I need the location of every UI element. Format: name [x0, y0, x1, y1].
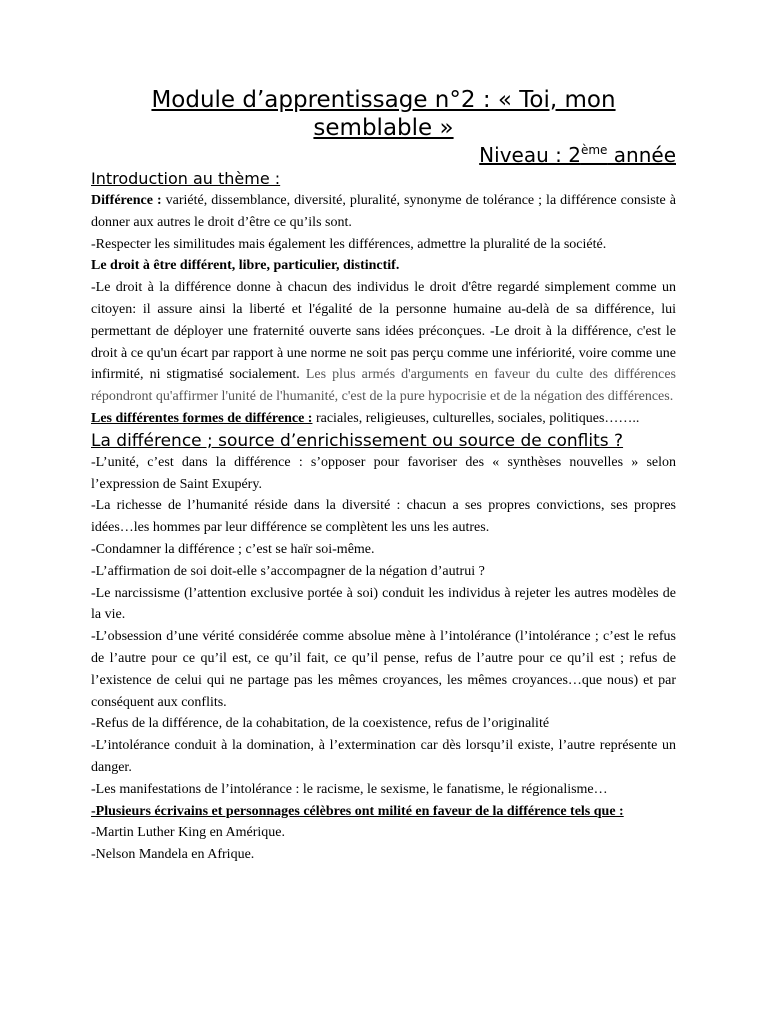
mandela-line: -Nelson Mandela en Afrique.: [91, 847, 255, 863]
level-suffix: année: [607, 143, 676, 167]
respecter-paragraph: -Respecter les similitudes mais également les différences, admettre la pluralité de la société.: [91, 236, 607, 252]
difference-text: variété, dissemblance, diversité, pluralité, synonyme de tolérance ; la différence consiste à donner aux autres le droit d’être ce qu’ils sont.: [91, 193, 676, 230]
formes-text: raciales, religieuses, culturelles, sociales, politiques……..: [312, 410, 640, 426]
section-line: -L’unité, c’est dans la différence : s’opposer pour favoriser des « synthèses nouvelles » selon l’expression de Saint Exupéry.: [91, 454, 676, 492]
section-line: -L’obsession d’une vérité considérée comme absolue mène à l’intolérance (l’intolérance ; c’est le refus de l’autre pour ce qu’il est, ce qu’il fait, ce qu’il pense, refus de l’autre pour ce qu’il est ; refus de l’existence de celui qui ne partage pas les mêmes croyances, les mêmes croyances…que nous) et par conséquent aux conflits.: [91, 629, 676, 710]
page-title: Module d’apprentissage n°2 : « Toi, mon semblable »: [151, 87, 616, 141]
difference-definition: [91, 190, 676, 234]
ecrivains-heading: -Plusieurs écrivains et personnages célèbres ont milité en faveur de la différence tels que :: [91, 803, 624, 819]
level-superscript: ème: [580, 143, 608, 157]
mlk-line: -Martin Luther King en Amérique.: [91, 825, 286, 841]
section-heading: La différence ; source d’enrichissement ou source de conflits ?: [91, 430, 624, 451]
section-line: -Les manifestations de l’intolérance : le racisme, le sexisme, le fanatisme, le régionalisme…: [91, 781, 608, 797]
difference-term: Différence :: [91, 193, 162, 208]
section-line: -L’affirmation de soi doit-elle s’accompagner de la négation d’autrui ?: [91, 563, 485, 579]
section-line: -Condamner la différence ; c’est se haïr soi-même.: [91, 541, 375, 557]
droit-heading: Le droit à être différent, libre, particulier, distinctif.: [91, 258, 400, 274]
droit-text-1: -Le droit à la différence donne à chacun des individus le droit d'être regardé simplement comme un citoyen: il assure ainsi la liberté et l'égalité de la personne humaine au-delà de sa différence, lui permettant de déployer une fraternité ouverte sans idées préconçues.: [91, 280, 676, 339]
droit-paragraph: [91, 277, 676, 408]
document-page: [91, 86, 676, 866]
droit-text-2: -Le droit à la différence, c'est le droit à ce qu'un écart par rapport à une norme ne soit pas perçu comme une infériorité, voire comme une infirmité, ni stigmatisé socialement.: [91, 323, 677, 383]
formes-label: Les différentes formes de différence :: [91, 410, 313, 426]
section-line: -Refus de la différence, de la cohabitation, de la coexistence, refus de l’originalité: [91, 716, 550, 732]
section-line: -Le narcissisme (l’attention exclusive portée à soi) conduit les individus à rejeter les autres modèles de la vie.: [91, 585, 676, 623]
level-prefix: Niveau : 2: [479, 143, 581, 167]
grey-quote: Les plus armés d'arguments en faveur du culte des différences répondront qu'affirmer l'unité de l'humanité, c'est de la pure hypocrisie et de la négation des différences.: [91, 367, 677, 405]
section-line: -L’intolérance conduit à la domination, à l’extermination car dès lorsqu’il existe, l’autre représente un danger.: [91, 738, 676, 775]
formes-paragraph: [91, 408, 676, 430]
section-line: -La richesse de l’humanité réside dans la diversité : chacun a ses propres convictions, ses propres idées…les hommes par leur différence se complètent les uns les autres.: [91, 498, 676, 536]
level-heading: [91, 142, 676, 168]
intro-heading: Introduction au thème :: [91, 169, 281, 188]
